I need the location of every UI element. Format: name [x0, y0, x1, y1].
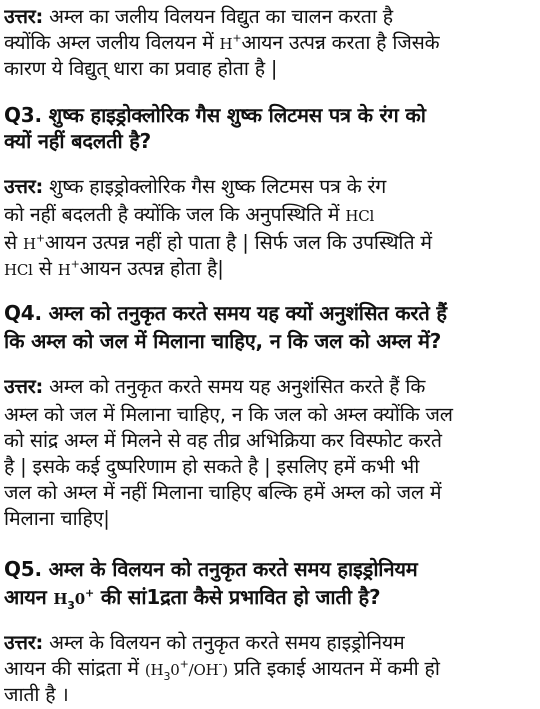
superscript: +: [35, 231, 45, 245]
chem-formula: ): [222, 661, 228, 679]
question-heading: [4, 328, 534, 354]
answer-line: [4, 230, 534, 257]
answer-line: [4, 428, 534, 454]
answer-line: [4, 402, 534, 428]
answer-label: उत्तर:: [4, 375, 44, 398]
answer-text: को नहीं बदलती है क्योंकि जल कि अनुपस्थिति में: [4, 203, 340, 226]
answer-line: [4, 202, 534, 229]
answer-line: [4, 174, 534, 200]
question-text: आयन: [4, 585, 47, 609]
answer-text: शुष्क हाइड्रोक्लोरिक गैस शुष्क लिटमस पत्र के रंग: [49, 175, 387, 198]
answer-text: आयन की सांद्रता में: [4, 657, 139, 680]
chem-symbol: 0: [74, 590, 86, 608]
superscript: +: [85, 586, 95, 600]
answer-line: [4, 454, 534, 480]
question-heading: [4, 300, 534, 326]
answer-text: मिलाना चाहिए|: [4, 507, 110, 530]
superscript: +: [179, 657, 189, 671]
answer-text: है | इसके कई दुष्परिणाम हो सकते है | इसलिए हमें कभी भी: [4, 455, 420, 478]
subscript: 3: [67, 599, 75, 612]
question-text: कि अम्ल को जल में मिलाना चाहिए, न कि जल को अम्ल में?: [4, 329, 442, 353]
answer-line: [4, 56, 534, 82]
answer-text: प्रति इकाई आयतन में कमी हो: [233, 657, 440, 680]
subscript: 3: [163, 669, 171, 683]
answer-line: [4, 30, 534, 57]
answer-text: कारण ये विद्युत् धारा का प्रवाह होता है |: [4, 57, 278, 80]
answer-line: [4, 682, 534, 708]
question-text: Q5. अम्ल के विलयन को तनुकृत करते समय हाइड्रोनियम: [4, 557, 418, 581]
answer-label: उत्तर:: [4, 631, 44, 654]
question-heading: [4, 128, 534, 154]
answer-label: उत्तर:: [4, 175, 44, 198]
superscript: +: [232, 31, 242, 45]
question-text: Q3. शुष्क हाइड्रोक्लोरिक गैस शुष्क लिटमस पत्र के रंग को: [4, 103, 426, 127]
answer-text: आयन उत्पन्न नहीं हो पाता है | सिर्फ जल कि उपस्थिति में: [44, 231, 432, 254]
answer-text: को सांद्र अम्ल में मिलने से वह तीव्र अभिक्रिया कर विस्फोट करते: [4, 429, 442, 452]
chem-symbol: H: [57, 261, 71, 279]
answer-text: अम्ल को जल में मिलाना चाहिए, न कि जल को अम्ल क्योंकि जल: [4, 403, 453, 426]
question-heading: [4, 556, 534, 582]
answer-text: क्योंकि अम्ल जलीय विलयन में: [4, 31, 214, 54]
answer-line: [4, 656, 534, 683]
answer-text: अम्ल के विलयन को तनुकृत करते समय हाइड्रोनियम: [49, 631, 405, 654]
question-heading: [4, 584, 534, 612]
answer-text: से: [38, 257, 52, 280]
chem-formula: /OH: [188, 661, 219, 679]
answer-text: जाती है ।: [4, 683, 69, 706]
answer-text: अम्ल का जलीय विलयन विद्युत का चालन करता है: [49, 5, 393, 28]
superscript: +: [70, 257, 80, 271]
answer-line: [4, 506, 534, 532]
chem-formula: HCl: [345, 207, 375, 225]
chem-formula: HCl: [4, 261, 33, 279]
chem-symbol: H: [219, 35, 233, 53]
chem-formula: 0: [170, 661, 180, 679]
answer-line: [4, 256, 534, 283]
answer-text: जल को अम्ल में नहीं मिलाना चाहिए बल्कि हमें अम्ल को जल में: [4, 481, 442, 504]
answer-text: आयन उत्पन्न करता है जिसके: [241, 31, 440, 54]
question-heading: [4, 102, 534, 128]
answer-label: उत्तर:: [4, 5, 44, 28]
answer-text: से: [4, 231, 17, 254]
chem-symbol: H: [53, 590, 68, 608]
answer-line: [4, 374, 534, 400]
answer-text: अम्ल को तनुकृत करते समय यह अनुशंसित करते हैं कि: [49, 375, 426, 398]
question-text: Q4. अम्ल को तनुकृत करते समय यह क्यों अनुशंसित करते हैं: [4, 301, 447, 325]
answer-line: [4, 630, 534, 656]
superscript: -: [218, 657, 223, 671]
answer-text: आयन उत्पन्न होता है|: [79, 257, 224, 280]
answer-line: [4, 480, 534, 506]
chem-symbol: H: [22, 235, 36, 253]
answer-line: [4, 4, 534, 30]
question-text: की सां1द्रता कैसे प्रभावित हो जाती है?: [100, 585, 381, 609]
chem-formula: (H: [144, 661, 164, 679]
question-text: क्यों नहीं बदलती है?: [4, 129, 152, 153]
